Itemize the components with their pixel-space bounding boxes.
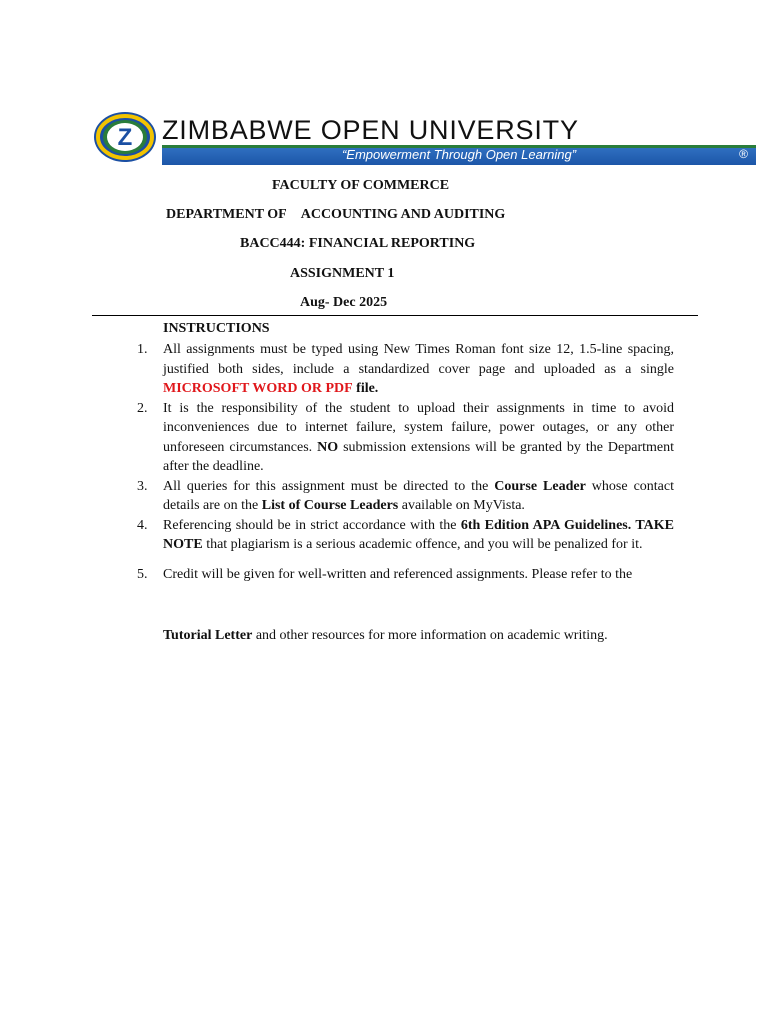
item-number: 4. <box>137 517 148 533</box>
registered-mark: ® <box>739 147 748 161</box>
instructions-list <box>137 340 674 584</box>
item-text-bold: Tutorial Letter <box>163 628 253 643</box>
assignment-title: ASSIGNMENT 1 <box>290 266 395 281</box>
list-item <box>137 565 674 585</box>
item-text-part: It is the responsibility of the student to upload their assignments in time to avoid inconveniences due to internet failure, system failure, power outages, or any other unforeseen circumstances. <box>163 400 674 455</box>
item-text <box>163 340 674 399</box>
department-prefix: DEPARTMENT OF <box>166 207 287 222</box>
item-text-bold: file. <box>356 381 379 396</box>
item-text-bold: 6th Edition APA Guidelines. TAKE NOTE <box>163 517 674 552</box>
item-text-part: submission extensions will be granted by the Department after the deadline. <box>163 439 675 474</box>
zou-logo-icon <box>92 110 158 164</box>
university-motto: “Empowerment Through Open Learning” <box>341 147 577 162</box>
list-item <box>137 477 674 516</box>
item-text <box>163 516 674 555</box>
header-divider <box>92 315 698 316</box>
item-number: 2. <box>137 400 148 416</box>
item-text-part: whose contact details are on the <box>163 478 674 513</box>
item-text <box>163 399 674 477</box>
motto-bar <box>162 145 756 165</box>
item-text <box>163 477 674 516</box>
item-text-bold: Course Leader <box>494 478 586 494</box>
format-highlight: MICROSOFT WORD OR PDF <box>163 381 353 396</box>
department-name: ACCOUNTING AND AUDITING <box>300 207 506 222</box>
department-title <box>166 207 505 223</box>
item-text-bold: NO <box>317 439 339 455</box>
item-text-part: All queries for this assignment must be directed to the <box>163 478 495 494</box>
university-name: ZIMBABWE OPEN UNIVERSITY <box>162 115 579 145</box>
instructions-heading: INSTRUCTIONS <box>163 321 270 336</box>
tutorial-letter-note <box>163 628 608 644</box>
item-text-part: and other resources for more information on academic writing. <box>252 628 608 643</box>
item-text-bold: List of Course Leaders <box>261 498 399 513</box>
item-text-part: available on MyVista. <box>398 498 525 513</box>
svg-text:Z: Z <box>117 124 133 151</box>
list-item <box>137 516 674 555</box>
item-text-part: Referencing should be in strict accordance with the <box>163 517 461 533</box>
item-number: 1. <box>137 342 148 357</box>
item-number: 5. <box>137 566 148 582</box>
item-text-part: All assignments must be typed using New Times Roman font size 12, 1.5-line spacing, justified both sides, include a standardized cover page and uploaded as a single <box>163 342 674 377</box>
faculty-title: FACULTY OF COMMERCE <box>272 178 450 193</box>
university-banner <box>92 110 748 164</box>
course-title: BACC444: FINANCIAL REPORTING <box>240 236 476 251</box>
period-title: Aug- Dec 2025 <box>300 295 388 310</box>
item-text-part: that plagiarism is a serious academic offence, and you will be penalized for it. <box>202 537 643 552</box>
item-number: 3. <box>137 478 148 494</box>
list-item <box>137 340 674 399</box>
item-text: Credit will be given for well-written and referenced assignments. Please refer to the <box>163 566 633 582</box>
list-item <box>137 399 674 477</box>
